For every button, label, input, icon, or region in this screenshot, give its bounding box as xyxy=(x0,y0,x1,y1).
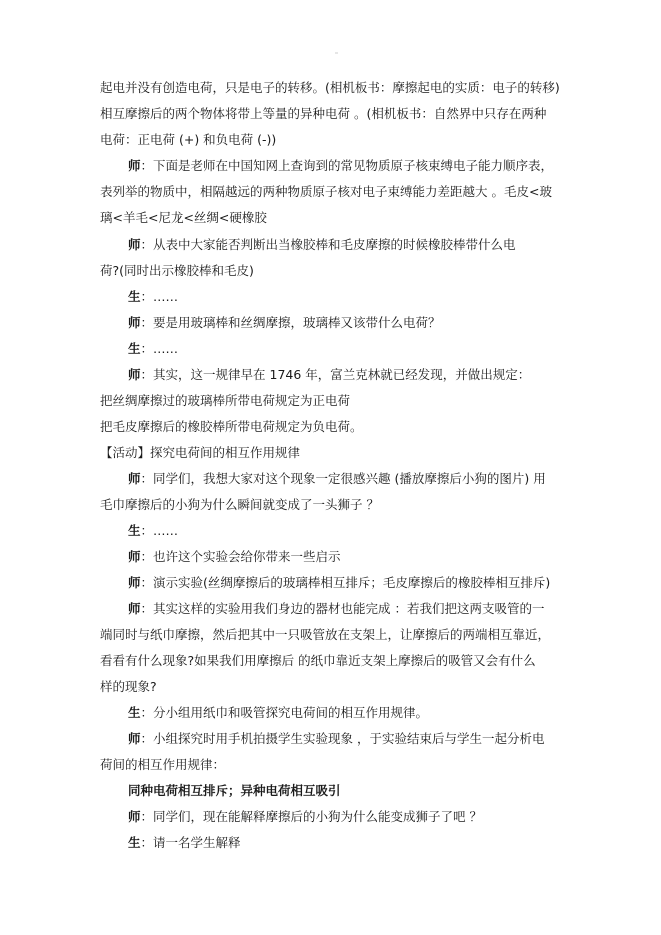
activity-heading: 【活动】探究电荷间的相互作用规律 xyxy=(100,445,301,460)
speaker-label: 师 xyxy=(128,158,141,173)
dialogue-text: ：下面是老师在中国知网上查询到的常见物质原子核束缚电子能力顺序表， xyxy=(140,158,554,173)
dialogue-text: ：小组探究时用手机拍摄学生实验现象 ，于实验结束后与学生一起分析电 xyxy=(140,731,545,746)
dialogue-text: ：其实，这一规律早在 1746 年，富兰克林就已经发现，并做出规定： xyxy=(140,367,531,382)
dialogue-text: ：其实这样的实验用我们身边的器材也能完成 ：若我们把这两支吸管的一 xyxy=(140,601,545,616)
dialogue-text: ：…… xyxy=(140,523,179,538)
dialogue-text: ：也许这个实验会给你带来一些启示 xyxy=(140,549,341,564)
dialogue-line xyxy=(128,471,598,487)
dialogue-line xyxy=(128,705,598,721)
text-line: 电荷：正电荷 (+) 和负电荷 (-)) xyxy=(100,132,277,147)
text-line: 看看有什么现象?如果我们用摩擦后 的纸巾靠近支架上摩擦后的吸管又会有什么 xyxy=(100,653,536,668)
scan-speck xyxy=(335,52,338,54)
speaker-label: 师 xyxy=(128,809,141,824)
dialogue-line xyxy=(128,315,598,331)
conclusion-line: 同种电荷相互排斥；异种电荷相互吸引 xyxy=(128,783,341,798)
dialogue-text: ：从表中大家能否判断出当橡胶棒和毛皮摩擦的时候橡胶棒带什么电 xyxy=(140,237,516,252)
dialogue-text: ：…… xyxy=(140,289,179,304)
text-line: 毛巾摩擦后的小狗为什么瞬间就变成了一头狮子 ？ xyxy=(100,497,379,512)
dialogue-text: ：要是用玻璃棒和丝绸摩擦，玻璃棒又该带什么电荷？ xyxy=(140,315,441,330)
dialogue-line xyxy=(128,367,598,383)
speaker-label: 师 xyxy=(128,549,141,564)
dialogue-line xyxy=(128,575,598,591)
speaker-label: 师 xyxy=(128,315,141,330)
speaker-label: 师 xyxy=(128,471,141,486)
speaker-label: 生 xyxy=(128,835,141,850)
speaker-label: 生 xyxy=(128,523,141,538)
dialogue-text: ：请一名学生解释 xyxy=(140,835,241,850)
text-line: 璃<羊毛<尼龙<丝绸<硬橡胶 xyxy=(100,210,267,225)
dialogue-line xyxy=(128,341,598,357)
dialogue-line xyxy=(128,237,598,253)
speaker-label: 师 xyxy=(128,575,141,590)
text-line: 把丝绸摩擦过的玻璃棒所带电荷规定为正电荷 xyxy=(100,393,351,408)
dialogue-text: ：同学们，现在能解释摩擦后的小狗为什么能变成狮子了吧 ？ xyxy=(140,809,482,824)
dialogue-line xyxy=(128,809,598,825)
speaker-label: 生 xyxy=(128,289,141,304)
dialogue-text: ：演示实验(丝绸摩擦后的玻璃棒相互排斥；毛皮摩擦后的橡胶棒相互排斥) xyxy=(140,575,551,590)
dialogue-line xyxy=(128,158,598,174)
text-line: 荷间的相互作用规律： xyxy=(100,757,226,772)
speaker-label: 师 xyxy=(128,731,141,746)
dialogue-text: ：…… xyxy=(140,341,179,356)
text-line: 端同时与纸巾摩擦，然后把其中一只吸管放在支架上，让摩擦后的两端相互靠近， xyxy=(100,627,551,642)
dialogue-line xyxy=(128,549,598,565)
text-line: 表列举的物质中，相隔越远的两种物质原子核对电子束缚能力差距越大 。毛皮<玻 xyxy=(100,184,552,199)
dialogue-line xyxy=(128,835,598,851)
dialogue-text: ：同学们，我想大家对这个现象一定很感兴趣 (播放摩擦后小狗的图片) 用 xyxy=(140,471,546,486)
speaker-label: 师 xyxy=(128,367,141,382)
text-line: 荷?(同时出示橡胶棒和毛皮) xyxy=(100,263,254,278)
dialogue-line xyxy=(128,523,598,539)
speaker-label: 生 xyxy=(128,705,141,720)
speaker-label: 师 xyxy=(128,601,141,616)
speaker-label: 生 xyxy=(128,341,141,356)
text-line: 样的现象? xyxy=(100,679,157,694)
dialogue-line xyxy=(128,289,598,305)
text-line: 起电并没有创造电荷，只是电子的转移。(相机板书：摩擦起电的实质：电子的转移) xyxy=(100,80,560,95)
dialogue-text: ：分小组用纸巾和吸管探究电荷间的相互作用规律。 xyxy=(140,705,429,720)
text-line: 把毛皮摩擦后的橡胶棒所带电荷规定为负电荷。 xyxy=(100,419,363,434)
speaker-label: 师 xyxy=(128,237,141,252)
dialogue-line xyxy=(128,731,598,747)
dialogue-line xyxy=(128,601,598,617)
text-line: 相互摩擦后的两个物体将带上等量的异种电荷 。(相机板书：自然界中只存在两种 xyxy=(100,106,547,121)
